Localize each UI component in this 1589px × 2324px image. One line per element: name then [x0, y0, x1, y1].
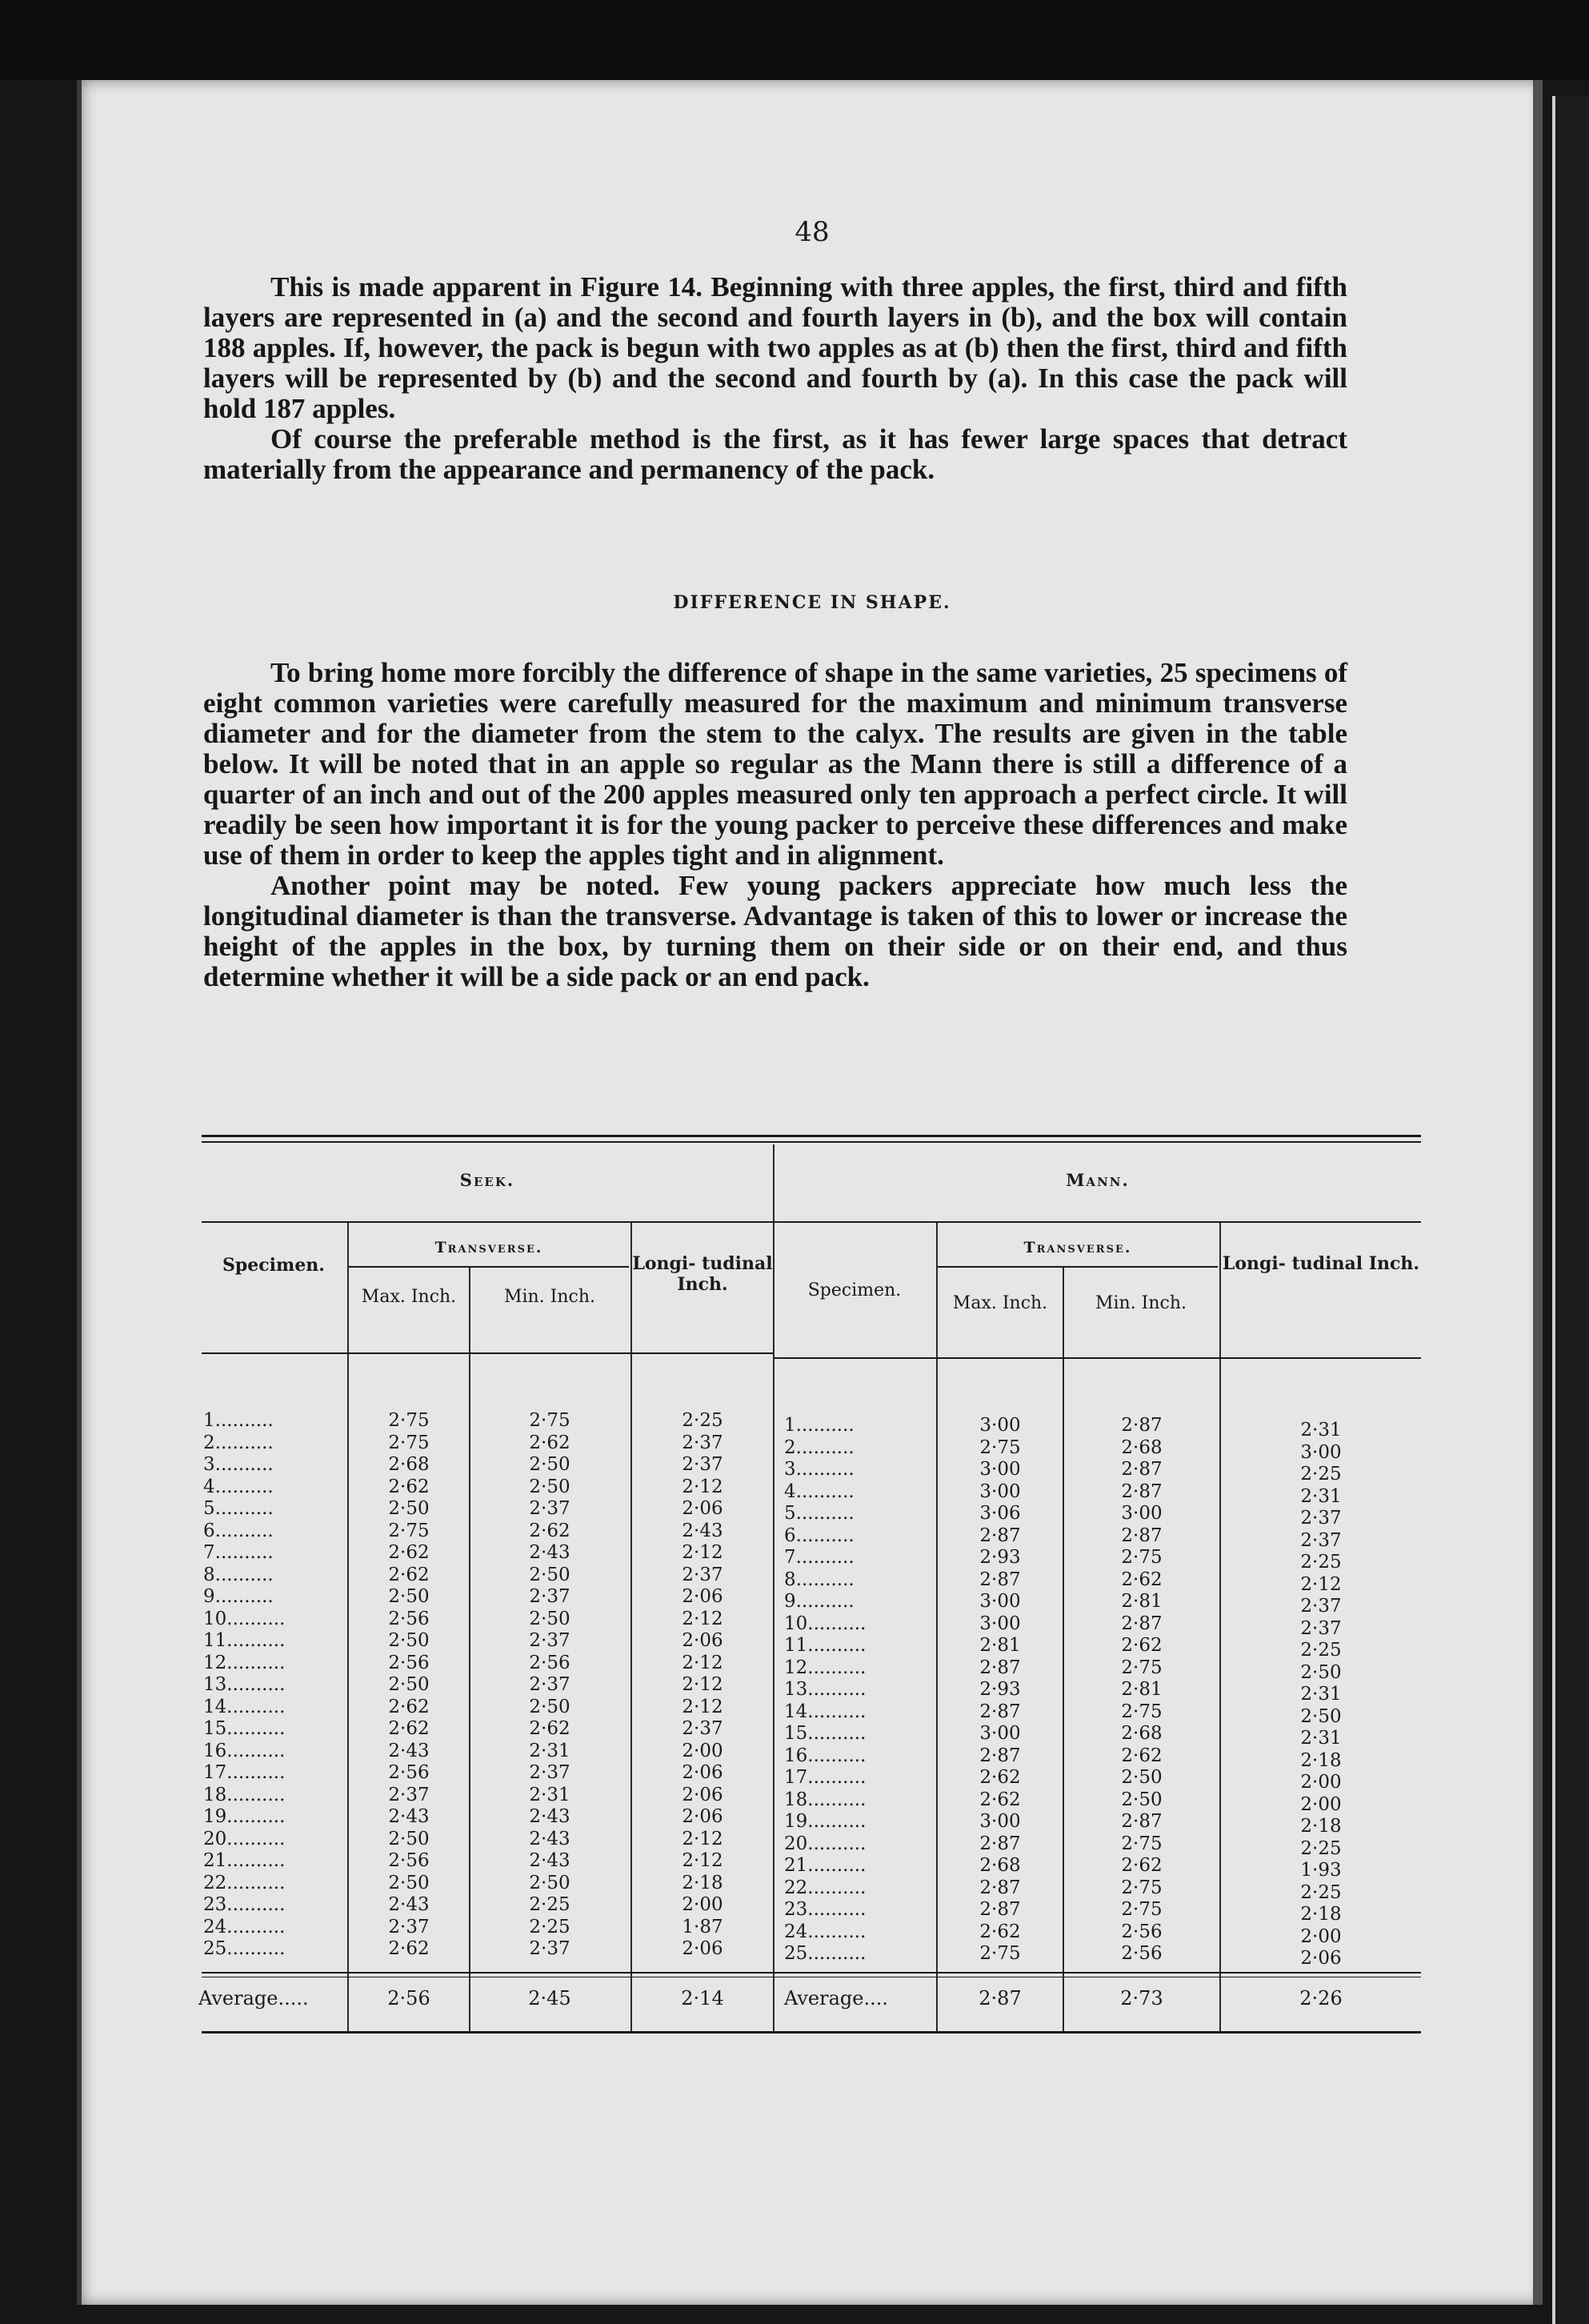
mann-max-cell: 3·00: [979, 1591, 1021, 1612]
seek-max-cell: 2·37: [388, 1784, 430, 1805]
mann-min-cell: 2·81: [1121, 1591, 1163, 1612]
seek-specimen-cell: 6..........: [203, 1520, 274, 1541]
seek-max-cell: 2·75: [388, 1410, 430, 1431]
mann-max-cell: 3·00: [979, 1459, 1021, 1480]
paragraph: Another point may be noted. Few young packers appreciate how much less the longitudinal diameter is than the transverse. Advantage is taken of this to lower or increase the height of the apples in the box, by turning them on their side or on their end, and thus determine whether it will be a side pack or an end pack.: [203, 870, 1347, 992]
mann-min-cell: 2·62: [1121, 1635, 1163, 1656]
seek-max-cell: 2·68: [388, 1454, 430, 1475]
seek-longitudinal-cell: 2·12: [682, 1608, 723, 1629]
mann-max-cell: 2·93: [979, 1547, 1021, 1568]
seek-average-longitudinal: 2·14: [681, 1987, 724, 2009]
header-min: Min. Inch.: [1095, 1293, 1187, 1313]
seek-specimen-cell: 5..........: [203, 1498, 274, 1519]
mann-max-cell: 2·93: [979, 1679, 1021, 1700]
seek-min-cell: 2·75: [529, 1410, 570, 1431]
seek-max-cell: 2·43: [388, 1806, 430, 1827]
mann-specimen-column: [784, 1415, 935, 1965]
paragraph: Of course the preferable method is the first, as it has fewer large spaces that detract materially from the appearance and permanency of the pack.: [203, 423, 1347, 485]
seek-min-cell: 2·31: [529, 1740, 570, 1761]
mann-max-cell: 3·00: [979, 1481, 1021, 1502]
mann-min-cell: 2·75: [1121, 1899, 1163, 1920]
seek-specimen-cell: 18..........: [203, 1784, 286, 1805]
seek-longitudinal-cell: 2·06: [682, 1938, 723, 1959]
seek-longitudinal-cell: 2·25: [682, 1410, 723, 1431]
seek-average-min: 2·45: [528, 1987, 571, 2009]
seek-min-cell: 2·50: [529, 1696, 570, 1717]
seek-average-max: 2·56: [387, 1987, 430, 2009]
seek-max-cell: 2·62: [388, 1718, 430, 1739]
seek-longitudinal-cell: 2·18: [682, 1872, 723, 1893]
seek-max-cell: 2·43: [388, 1740, 430, 1761]
mann-specimen-cell: 17..........: [784, 1767, 867, 1788]
seek-specimen-cell: 11..........: [203, 1630, 286, 1651]
seek-max-cell: 2·62: [388, 1696, 430, 1717]
seek-longitudinal-column: [632, 1410, 773, 1961]
seek-min-cell: 2·37: [529, 1938, 570, 1959]
seek-specimen-cell: 22..........: [203, 1872, 286, 1893]
seek-specimen-cell: 17..........: [203, 1762, 286, 1783]
seek-min-cell: 2·62: [529, 1432, 570, 1453]
mann-max-column: [938, 1415, 1063, 1965]
seek-min-cell: 2·43: [529, 1806, 570, 1827]
header-bottom-rule: [202, 1352, 773, 1354]
seek-longitudinal-cell: 2·00: [682, 1740, 723, 1761]
seek-min-cell: 2·43: [529, 1542, 570, 1563]
seek-specimen-cell: 21..........: [203, 1850, 286, 1871]
seek-min-cell: 2·62: [529, 1520, 570, 1541]
mann-min-cell: 2·81: [1121, 1679, 1163, 1700]
mann-min-cell: 2·87: [1121, 1525, 1163, 1546]
seek-specimen-column: [203, 1410, 344, 1961]
mann-specimen-cell: 11..........: [784, 1635, 867, 1656]
mann-max-cell: 2·62: [979, 1921, 1021, 1942]
header-longitudinal: Longi- tudinal Inch.: [632, 1253, 773, 1295]
mann-min-cell: 2·50: [1121, 1767, 1163, 1788]
table-top-rule: [202, 1135, 1421, 1137]
seek-longitudinal-cell: 2·12: [682, 1652, 723, 1673]
mann-min-column: [1064, 1415, 1219, 1965]
seek-max-cell: 2·62: [388, 1476, 430, 1497]
seek-specimen-cell: 8..........: [203, 1564, 274, 1585]
mann-specimen-cell: 8..........: [784, 1569, 855, 1590]
mann-longitudinal-cell: 2·37: [1300, 1529, 1342, 1551]
seek-longitudinal-cell: 2·12: [682, 1542, 723, 1563]
seek-specimen-cell: 9..........: [203, 1586, 274, 1607]
mann-average-longitudinal: 2·26: [1299, 1987, 1343, 2009]
mann-min-cell: 2·62: [1121, 1745, 1163, 1766]
intro-paragraphs: [203, 272, 1347, 485]
mann-specimen-cell: 12..........: [784, 1657, 867, 1678]
seek-longitudinal-cell: 2·12: [682, 1476, 723, 1497]
mann-longitudinal-cell: 2·37: [1300, 1508, 1342, 1529]
mann-specimen-cell: 7..........: [784, 1547, 855, 1568]
seek-longitudinal-cell: 2·06: [682, 1630, 723, 1651]
mann-min-cell: 2·56: [1121, 1921, 1163, 1942]
mann-min-cell: 2·56: [1121, 1943, 1163, 1964]
mann-specimen-cell: 16..........: [784, 1745, 867, 1766]
seek-max-cell: 2·62: [388, 1542, 430, 1563]
mann-min-cell: 2·87: [1121, 1415, 1163, 1436]
mann-specimen-cell: 23..........: [784, 1899, 867, 1920]
mann-max-cell: 2·62: [979, 1767, 1021, 1788]
seek-max-cell: 2·50: [388, 1828, 430, 1849]
mann-max-cell: 3·00: [979, 1811, 1021, 1832]
mann-longitudinal-cell: 2·12: [1300, 1573, 1342, 1595]
mann-min-cell: 2·50: [1121, 1789, 1163, 1810]
paragraph: This is made apparent in Figure 14. Beginning with three apples, the first, third and fifth layers are represented in (a) and the second and fourth layers in (b), and the box will contain 188 apples. If, however, the pack is begun with two apples as at (b) then the first, third and fifth layers will be represented by (b) and the second and fourth by (a). In this case the pack will hold 187 apples.: [203, 271, 1347, 424]
mann-longitudinal-cell: 2·31: [1300, 1728, 1342, 1749]
mann-longitudinal-cell: 2·37: [1300, 1617, 1342, 1639]
page-number: 48: [794, 216, 830, 248]
transverse-rule: [938, 1266, 1218, 1268]
seek-min-cell: 2·50: [529, 1872, 570, 1893]
mann-max-cell: 2·87: [979, 1657, 1021, 1678]
seek-longitudinal-cell: 2·37: [682, 1454, 723, 1475]
seek-longitudinal-cell: 2·37: [682, 1432, 723, 1453]
mann-specimen-cell: 4..........: [784, 1481, 855, 1502]
mann-max-cell: 2·87: [979, 1877, 1021, 1898]
header-max: Max. Inch.: [361, 1287, 457, 1307]
mann-longitudinal-cell: 2·18: [1300, 1749, 1342, 1771]
mann-specimen-cell: 18..........: [784, 1789, 867, 1810]
seek-longitudinal-cell: 2·06: [682, 1498, 723, 1519]
mann-max-cell: 2·75: [979, 1943, 1021, 1964]
seek-max-cell: 2·75: [388, 1520, 430, 1541]
mann-max-cell: 3·00: [979, 1415, 1021, 1436]
seek-min-cell: 2·37: [529, 1586, 570, 1607]
header-longitudinal: Longi- tudinal Inch.: [1222, 1253, 1420, 1274]
page-gutter: [1533, 80, 1543, 2305]
mann-min-cell: 2·68: [1121, 1436, 1163, 1458]
seek-longitudinal-cell: 2·12: [682, 1674, 723, 1695]
seek-max-column: [349, 1410, 469, 1961]
mann-specimen-cell: 5..........: [784, 1503, 855, 1524]
mann-longitudinal-cell: 2·50: [1300, 1705, 1342, 1727]
seek-min-cell: 2·25: [529, 1916, 570, 1937]
average-rule: [202, 1972, 1421, 1973]
mann-longitudinal-cell: 3·00: [1300, 1441, 1342, 1463]
seek-specimen-cell: 14..........: [203, 1696, 286, 1717]
mann-min-cell: 2·87: [1121, 1613, 1163, 1634]
seek-min-cell: 2·43: [529, 1828, 570, 1849]
mann-longitudinal-cell: 2·25: [1300, 1464, 1342, 1485]
seek-max-cell: 2·50: [388, 1872, 430, 1893]
book-edge: [1552, 96, 1589, 2324]
mann-average-max: 2·87: [979, 1987, 1022, 2009]
mann-min-cell: 2·75: [1121, 1833, 1163, 1854]
section-heading: DIFFERENCE IN SHAPE.: [673, 592, 951, 613]
mann-specimen-cell: 22..........: [784, 1877, 867, 1898]
seek-min-cell: 2·56: [529, 1652, 570, 1673]
mann-max-cell: 2·75: [979, 1436, 1021, 1458]
seek-longitudinal-cell: 2·06: [682, 1806, 723, 1827]
seek-max-cell: 2·75: [388, 1432, 430, 1453]
mann-min-cell: 2·75: [1121, 1657, 1163, 1678]
seek-specimen-cell: 10..........: [203, 1608, 286, 1629]
seek-longitudinal-cell: 2·06: [682, 1762, 723, 1783]
seek-max-cell: 2·56: [388, 1608, 430, 1629]
seek-min-cell: 2·37: [529, 1630, 570, 1651]
mann-specimen-cell: 20..........: [784, 1833, 867, 1854]
mann-specimen-cell: 25..........: [784, 1943, 867, 1964]
seek-specimen-cell: 19..........: [203, 1806, 286, 1827]
mann-min-cell: 2·75: [1121, 1547, 1163, 1568]
shape-paragraphs: [203, 658, 1347, 992]
mann-specimen-cell: 2..........: [784, 1436, 855, 1458]
header-specimen: Specimen.: [222, 1255, 325, 1276]
seek-max-cell: 2·50: [388, 1498, 430, 1519]
seek-min-cell: 2·37: [529, 1674, 570, 1695]
mann-longitudinal-cell: 2·31: [1300, 1420, 1342, 1440]
seek-max-cell: 2·56: [388, 1762, 430, 1783]
seek-min-cell: 2·50: [529, 1454, 570, 1475]
table-bottom-rule: [202, 2031, 1421, 2034]
seek-min-cell: 2·37: [529, 1498, 570, 1519]
mann-longitudinal-column: [1221, 1420, 1421, 1970]
mann-specimen-cell: 19..........: [784, 1811, 867, 1832]
seek-specimen-cell: 24..........: [203, 1916, 286, 1937]
seek-specimen-cell: 7..........: [203, 1542, 274, 1563]
mann-min-cell: 2·62: [1121, 1569, 1163, 1590]
seek-longitudinal-cell: 2·37: [682, 1718, 723, 1739]
seek-min-cell: 2·50: [529, 1608, 570, 1629]
mann-min-cell: 2·87: [1121, 1811, 1163, 1832]
mann-specimen-cell: 1..........: [784, 1415, 855, 1436]
mann-longitudinal-cell: 2·25: [1300, 1552, 1342, 1573]
seek-specimen-cell: 16..........: [203, 1740, 286, 1761]
seek-min-column: [470, 1410, 629, 1961]
mann-min-cell: 3·00: [1121, 1503, 1163, 1524]
mann-longitudinal-cell: 2·25: [1300, 1640, 1342, 1661]
seek-max-cell: 2·62: [388, 1938, 430, 1959]
mann-specimen-cell: 13..........: [784, 1679, 867, 1700]
group-mann: Mann.: [1066, 1170, 1130, 1190]
scan-border-top: [0, 0, 1589, 80]
seek-longitudinal-cell: 2·12: [682, 1828, 723, 1849]
header-bottom-rule: [774, 1357, 1421, 1359]
seek-max-cell: 2·62: [388, 1564, 430, 1585]
mann-min-cell: 2·87: [1121, 1481, 1163, 1502]
mann-average-label: Average....: [784, 1987, 888, 2009]
seek-min-cell: 2·50: [529, 1564, 570, 1585]
mann-min-cell: 2·68: [1121, 1723, 1163, 1744]
seek-longitudinal-cell: 2·06: [682, 1784, 723, 1805]
mann-max-cell: 2·87: [979, 1745, 1021, 1766]
group-rule-right: [774, 1221, 1421, 1223]
seek-longitudinal-cell: 2·00: [682, 1894, 723, 1915]
seek-min-cell: 2·62: [529, 1718, 570, 1739]
seek-specimen-cell: 13..........: [203, 1674, 286, 1695]
seek-longitudinal-cell: 2·12: [682, 1850, 723, 1871]
mann-max-cell: 2·87: [979, 1701, 1021, 1722]
mann-specimen-cell: 14..........: [784, 1701, 867, 1722]
mann-max-cell: 2·87: [979, 1525, 1021, 1546]
seek-min-cell: 2·50: [529, 1476, 570, 1497]
seek-specimen-cell: 20..........: [203, 1828, 286, 1849]
mann-max-cell: 3·00: [979, 1723, 1021, 1744]
mann-max-cell: 2·87: [979, 1899, 1021, 1920]
seek-longitudinal-cell: 2·12: [682, 1696, 723, 1717]
mann-longitudinal-cell: 2·37: [1300, 1596, 1342, 1617]
paragraph: To bring home more forcibly the difference of shape in the same varieties, 25 specimens of eight common varieties were carefully measured for the maximum and minimum transverse diameter and for the diameter from the stem to the calyx. The results are given in the table below. It will be noted that in an apple so regular as the Mann there is still a difference of a quarter of an inch and out of the 200 apples measured only ten approach a perfect circle. It will readily be seen how important it is for the young packer to perceive these differences and make use of them in order to keep the apples tight and in alignment.: [203, 657, 1347, 871]
mann-min-cell: 2·62: [1121, 1855, 1163, 1876]
table-top-rule-2: [202, 1141, 1421, 1143]
group-seek: Seek.: [459, 1170, 515, 1190]
seek-min-cell: 2·37: [529, 1762, 570, 1783]
seek-specimen-cell: 23..........: [203, 1894, 286, 1915]
mann-specimen-cell: 24..........: [784, 1921, 867, 1942]
mann-average-min: 2·73: [1120, 1987, 1163, 2009]
seek-average-label: Average.....: [198, 1987, 309, 2009]
mann-longitudinal-cell: 2·18: [1300, 1816, 1342, 1837]
mann-max-cell: 2·87: [979, 1569, 1021, 1590]
seek-specimen-cell: 1..........: [203, 1410, 274, 1431]
transverse-rule: [349, 1266, 629, 1268]
mann-longitudinal-cell: 2·31: [1300, 1485, 1342, 1507]
mann-specimen-cell: 6..........: [784, 1525, 855, 1546]
seek-max-cell: 2·50: [388, 1630, 430, 1651]
mann-min-cell: 2·75: [1121, 1877, 1163, 1898]
mann-longitudinal-cell: 2·50: [1300, 1661, 1342, 1683]
mann-specimen-cell: 9..........: [784, 1591, 855, 1612]
mann-longitudinal-cell: 2·25: [1300, 1837, 1342, 1859]
group-rule-left: [202, 1221, 773, 1223]
seek-max-cell: 2·43: [388, 1894, 430, 1915]
seek-longitudinal-cell: 2·37: [682, 1564, 723, 1585]
header-min: Min. Inch.: [503, 1287, 596, 1307]
seek-max-cell: 2·50: [388, 1674, 430, 1695]
mann-max-cell: 3·06: [979, 1503, 1021, 1524]
mann-specimen-cell: 15..........: [784, 1723, 867, 1744]
seek-specimen-cell: 12..........: [203, 1652, 286, 1673]
mann-longitudinal-cell: 2·00: [1300, 1772, 1342, 1793]
mann-max-cell: 3·00: [979, 1613, 1021, 1634]
header-transverse: Transverse.: [1023, 1239, 1132, 1256]
seek-specimen-cell: 25..........: [203, 1938, 286, 1959]
header-transverse: Transverse.: [434, 1239, 543, 1256]
mann-specimen-cell: 10..........: [784, 1613, 867, 1634]
seek-min-cell: 2·25: [529, 1894, 570, 1915]
mann-max-cell: 2·68: [979, 1855, 1021, 1876]
seek-max-cell: 2·37: [388, 1916, 430, 1937]
mann-longitudinal-cell: 2·06: [1300, 1948, 1342, 1969]
seek-max-cell: 2·56: [388, 1850, 430, 1871]
mann-longitudinal-cell: 2·00: [1300, 1925, 1342, 1947]
header-specimen: Specimen.: [807, 1280, 902, 1300]
seek-max-cell: 2·56: [388, 1652, 430, 1673]
mann-longitudinal-cell: 2·18: [1300, 1904, 1342, 1925]
seek-min-cell: 2·31: [529, 1784, 570, 1805]
seek-specimen-cell: 3..........: [203, 1454, 274, 1475]
mann-min-cell: 2·87: [1121, 1459, 1163, 1480]
mann-specimen-cell: 3..........: [784, 1459, 855, 1480]
mann-specimen-cell: 21..........: [784, 1855, 867, 1876]
seek-longitudinal-cell: 2·06: [682, 1586, 723, 1607]
seek-specimen-cell: 4..........: [203, 1476, 274, 1497]
mann-max-cell: 2·87: [979, 1833, 1021, 1854]
mann-max-cell: 2·81: [979, 1635, 1021, 1656]
mann-max-cell: 2·62: [979, 1789, 1021, 1810]
group-divider: [773, 1144, 774, 2031]
mann-longitudinal-cell: 2·25: [1300, 1881, 1342, 1903]
mann-longitudinal-cell: 1·93: [1300, 1860, 1342, 1881]
seek-min-cell: 2·43: [529, 1850, 570, 1871]
header-max: Max. Inch.: [952, 1293, 1048, 1313]
mann-min-cell: 2·75: [1121, 1701, 1163, 1722]
seek-longitudinal-cell: 1·87: [682, 1916, 723, 1937]
seek-specimen-cell: 2..........: [203, 1432, 274, 1453]
seek-max-cell: 2·50: [388, 1586, 430, 1607]
seek-longitudinal-cell: 2·43: [682, 1520, 723, 1541]
mann-longitudinal-cell: 2·31: [1300, 1684, 1342, 1705]
mann-longitudinal-cell: 2·00: [1300, 1793, 1342, 1815]
book-page: [77, 80, 1543, 2305]
seek-specimen-cell: 15..........: [203, 1718, 286, 1739]
